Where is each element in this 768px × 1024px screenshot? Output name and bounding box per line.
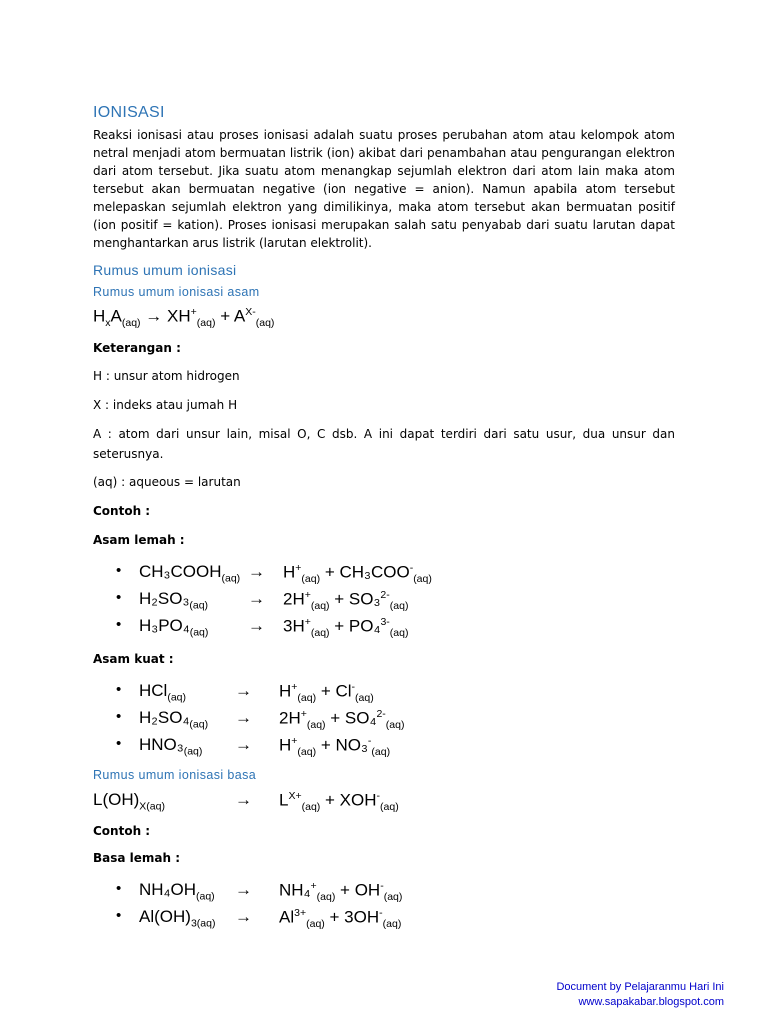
keterangan-label: Keterangan :: [93, 341, 181, 355]
equation-reactant: [139, 735, 202, 757]
weak-base-label: Basa lemah :: [93, 851, 181, 865]
equation-row: [93, 562, 675, 589]
superscript: +: [190, 306, 197, 318]
formula-text: + 3OH: [324, 907, 380, 927]
base-formula-rhs: [279, 790, 399, 813]
formula-text: + A: [215, 306, 246, 326]
arrow-icon: →: [235, 907, 252, 926]
legend-a: A : atom dari unsur lain, misal O, C dsb. A ini dapat terdiri dari satu usur, dua unsur dan seterusnya.: [93, 427, 675, 461]
base-contoh-label: Contoh :: [93, 824, 151, 838]
subscript: (aq): [389, 627, 409, 640]
superscript: +: [310, 880, 317, 892]
formula-text: HNO₃: [139, 735, 184, 754]
equation-row: [93, 708, 675, 735]
weak-acid-list: [93, 562, 675, 643]
superscript: +: [291, 681, 298, 693]
legend-aq: (aq) : aqueous = larutan: [93, 475, 241, 489]
formula-text: + NO₃: [316, 735, 368, 755]
subscript: (aq): [297, 746, 317, 759]
formula-text: 2H: [283, 589, 305, 609]
subscript: (aq): [371, 746, 391, 759]
superscript: -: [379, 907, 383, 919]
subscript: x: [105, 317, 111, 330]
acid-general-formula: [93, 306, 274, 329]
bullet-icon: •: [116, 880, 122, 897]
legend-h: H : unsur atom hidrogen: [93, 369, 240, 383]
subscript: (aq): [121, 317, 141, 330]
formula-text: H₃PO₄: [139, 616, 190, 635]
formula-text: Al: [279, 907, 295, 927]
base-general-formula: [93, 790, 493, 812]
subscript: (aq): [385, 719, 405, 732]
subscript: (aq): [221, 572, 241, 585]
footer-credit: [556, 980, 724, 1010]
base-formula-lhs: [93, 790, 165, 813]
superscript: +: [304, 589, 311, 601]
intro-paragraph: Reaksi ionisasi atau proses ionisasi adalah suatu proses perubahan atom atau kelompok atom netral menjadi atom bermuatan listrik (ion) akibat dari penambahan atau pengurangan elektron dari atom tersebut. Jika suatu atom menangkap sejumlah elektron dari atom lain maka atom tersebut akan bermuatan negative (ion negative = anion). Namun apabila atom tersebut melepaskan sejumlah elektron yang dimilikinya, maka atom tersebut akan bermuatan positif (ion positif = kation). Proses ionisasi merupakan salah satu penyabab dari suatu larutan dapat menghantarkan arus listrik (larutan elektrolit).: [93, 128, 675, 250]
formula-text: H: [279, 735, 292, 755]
bullet-icon: •: [116, 735, 122, 752]
equation-reactant: [139, 681, 186, 703]
formula-text: H: [283, 562, 296, 582]
superscript: 2-: [376, 708, 386, 720]
weak-acid-label: Asam lemah :: [93, 533, 185, 547]
bullet-icon: •: [116, 907, 122, 924]
formula-text: NH₄OH: [139, 880, 196, 899]
arrow-icon: →: [235, 880, 252, 899]
arrow-icon: →: [248, 562, 265, 581]
subscript: (aq): [389, 600, 409, 613]
superscript: 3+: [294, 907, 307, 919]
formula-text: L: [279, 790, 289, 810]
superscript: +: [300, 708, 307, 720]
subscript: (aq): [310, 627, 330, 640]
equation-reactant: [139, 880, 215, 902]
formula-text: H₂SO₃: [139, 589, 190, 608]
bullet-icon: •: [116, 562, 122, 579]
equation-products: [279, 735, 390, 758]
footer-author-link[interactable]: Document by Pelajaranmu Hari Ini: [556, 981, 724, 993]
subscript: (aq): [316, 891, 336, 904]
formula-text: XH: [167, 306, 191, 326]
superscript: +: [304, 616, 311, 628]
arrow-icon: →: [235, 708, 252, 727]
subscript: (aq): [189, 626, 209, 639]
formula-text: 2H: [279, 708, 301, 728]
subscript: (aq): [196, 890, 215, 903]
arrow-icon: →: [235, 790, 252, 809]
formula-text: 3H: [283, 616, 305, 636]
subscript: 3(aq): [190, 917, 216, 930]
formula-text: + XOH: [320, 790, 377, 810]
formula-text: + Cl: [316, 681, 352, 701]
arrow-icon: →: [235, 735, 252, 754]
subscript: (aq): [310, 600, 330, 613]
subscript: (aq): [167, 691, 187, 704]
strong-acid-list: [93, 681, 675, 762]
footer-url-link[interactable]: www.sapakabar.blogspot.com: [578, 996, 724, 1008]
equation-row: [93, 735, 675, 762]
equation-products: [283, 616, 408, 639]
subscript: (aq): [255, 317, 275, 330]
superscript: -: [409, 562, 414, 574]
equation-reactant: [139, 708, 208, 730]
formula-text: + CH₃COO: [320, 562, 410, 582]
subscript: (aq): [413, 573, 432, 586]
equation-row: [93, 907, 675, 934]
formula-text: CH₃COOH: [139, 562, 222, 581]
equation-row: [93, 681, 675, 708]
legend-x: X : indeks atau jumah H: [93, 398, 238, 412]
subscript: (aq): [301, 573, 321, 586]
subscript: (aq): [380, 801, 399, 814]
arrow-icon: →: [140, 306, 168, 326]
formula-text: L(OH): [93, 790, 140, 809]
subscript: (aq): [301, 801, 321, 814]
equation-row: [93, 616, 675, 643]
arrow-icon: →: [235, 681, 252, 700]
arrow-icon: →: [248, 616, 265, 635]
superscript: +: [291, 735, 298, 747]
page-title: IONISASI: [93, 104, 165, 121]
section-heading: Rumus umum ionisasi: [93, 262, 237, 278]
formula-text: + PO₄: [329, 616, 381, 636]
subscript: (aq): [306, 719, 326, 732]
formula-text: H: [279, 681, 292, 701]
weak-base-list: [93, 880, 675, 934]
formula-text: + OH: [335, 880, 381, 900]
equation-reactant: [139, 616, 208, 638]
bullet-icon: •: [116, 708, 122, 725]
arrow-icon: →: [248, 589, 265, 608]
equation-reactant: [139, 562, 240, 584]
subscript: (aq): [189, 718, 209, 731]
equation-row: [93, 589, 675, 616]
superscript: +: [295, 562, 302, 574]
contoh-label: Contoh :: [93, 504, 151, 518]
formula-text: + SO₃: [329, 589, 381, 609]
subscript: X(aq): [139, 800, 165, 813]
base-heading: Rumus umum ionisasi basa: [93, 768, 257, 782]
subscript: (aq): [355, 692, 374, 705]
superscript: -: [380, 880, 384, 892]
formula-text: + SO₄: [325, 708, 377, 728]
bullet-icon: •: [116, 681, 122, 698]
formula-text: H₂SO₄: [139, 708, 190, 727]
strong-acid-label: Asam kuat :: [93, 652, 174, 666]
formula-text: A: [110, 306, 122, 326]
equation-products: [283, 589, 408, 612]
formula-text: HCl: [139, 681, 168, 700]
subscript: (aq): [297, 692, 317, 705]
superscript: -: [376, 790, 381, 802]
superscript: X+: [288, 790, 302, 802]
superscript: -: [367, 735, 372, 747]
subscript: (aq): [383, 891, 403, 904]
subscript: (aq): [183, 745, 203, 758]
equation-products: [279, 907, 401, 930]
formula-text: Al(OH): [139, 907, 191, 926]
subscript: (aq): [196, 317, 216, 330]
subscript: (aq): [382, 918, 402, 931]
equation-products: [283, 562, 432, 585]
acid-heading: Rumus umum ionisasi asam: [93, 285, 260, 299]
subscript: (aq): [189, 599, 209, 612]
formula-text: NH₄: [279, 880, 311, 900]
formula-text: H: [93, 306, 106, 326]
bullet-icon: •: [116, 616, 122, 633]
bullet-icon: •: [116, 589, 122, 606]
equation-products: [279, 708, 404, 731]
equation-products: [279, 880, 402, 903]
equation-reactant: [139, 589, 208, 611]
equation-reactant: [139, 907, 215, 929]
superscript: -: [351, 681, 356, 693]
equation-products: [279, 681, 374, 704]
superscript: X-: [245, 306, 256, 318]
superscript: 3-: [380, 616, 390, 628]
subscript: (aq): [306, 918, 325, 931]
equation-row: [93, 880, 675, 907]
superscript: 2-: [380, 589, 390, 601]
